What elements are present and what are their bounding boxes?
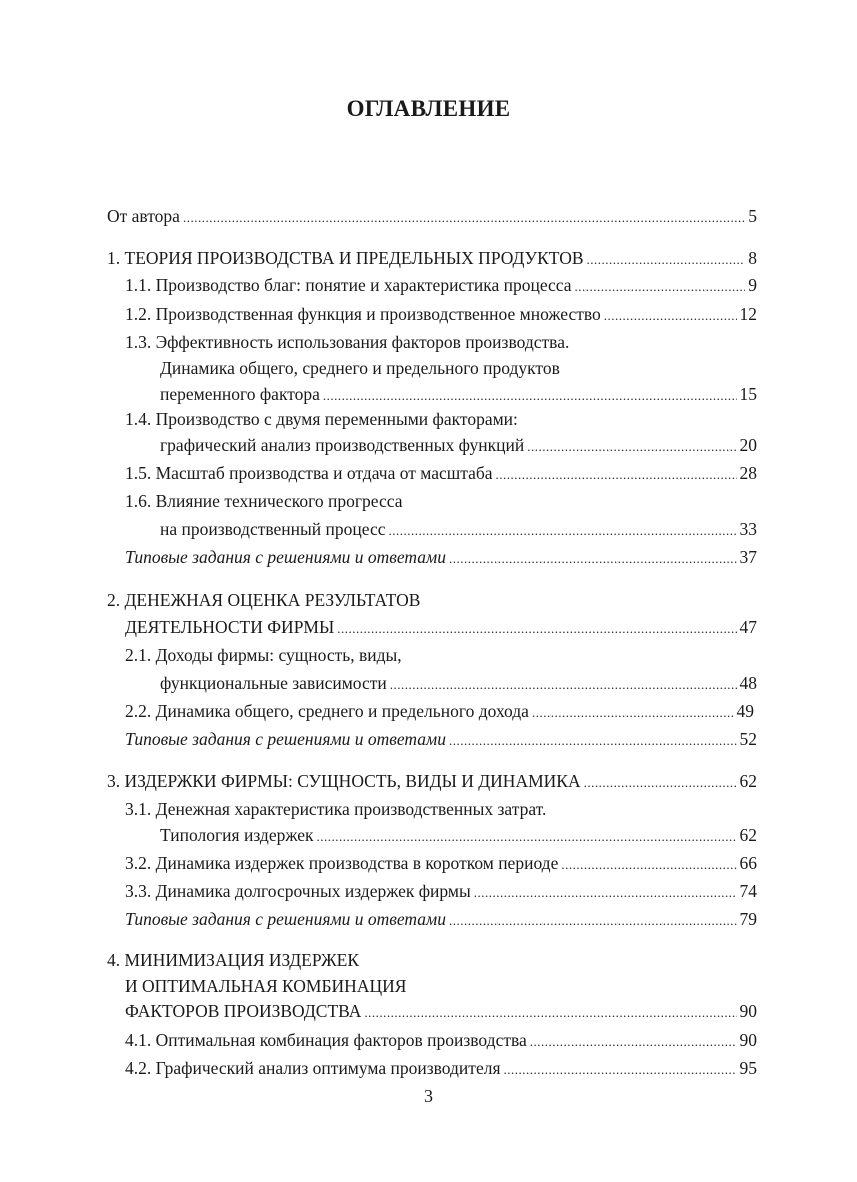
- toc-page-number: 8: [748, 248, 757, 268]
- toc-entry-text: 2.2. Динамика общего, среднего и предельного дохода: [125, 701, 529, 721]
- toc-chapter-3[interactable]: [0, 769, 857, 793]
- toc-entry-line: 1.3. Эффективность использования факторов производства.: [125, 332, 570, 352]
- toc-page-number: 48: [739, 673, 757, 693]
- toc-entry-text: 1. ТЕОРИЯ ПРОИЗВОДСТВА И ПРЕДЕЛЬНЫХ ПРОДУКТОВ: [107, 248, 584, 268]
- toc-page-number: 62: [739, 771, 757, 791]
- dot-leader: [323, 384, 737, 408]
- toc-entry-text: функциональные зависимости: [160, 673, 387, 693]
- toc-page-number: 74: [739, 881, 757, 901]
- toc-section-1-2[interactable]: [0, 302, 857, 326]
- toc-entry-text: 1.5. Масштаб производства и отдача от масштаба: [125, 463, 493, 483]
- toc-chapter-1[interactable]: [0, 246, 857, 270]
- toc-page-number: 28: [739, 463, 757, 483]
- toc-tasks-1[interactable]: [0, 545, 857, 569]
- toc-entry-text: Типология издержек: [160, 825, 314, 845]
- toc-entry-text: 4.1. Оптимальная комбинация факторов производства: [125, 1030, 527, 1050]
- page-number: 3: [424, 1086, 433, 1106]
- toc-entry-text: 3. ИЗДЕРЖКИ ФИРМЫ: СУЩНОСТЬ, ВИДЫ И ДИНАМИКА: [107, 771, 581, 791]
- toc-section-4-2[interactable]: [0, 1056, 857, 1080]
- page-title: ОГЛАВЛЕНИЕ: [346, 96, 511, 121]
- toc-entry-text: От автора: [107, 206, 180, 226]
- toc-section-2-2[interactable]: [0, 699, 857, 723]
- toc-page-number: 90: [739, 1030, 757, 1050]
- toc-page-number: 66: [739, 853, 757, 873]
- dot-leader: [449, 909, 737, 933]
- toc-entry-line: 3.1. Денежная характеристика производственных затрат.: [125, 799, 547, 819]
- toc-section-3-3[interactable]: [0, 879, 857, 903]
- dot-leader: [474, 881, 737, 905]
- toc-entry-text: 1.2. Производственная функция и производственное множество: [125, 304, 601, 324]
- dot-leader: [587, 248, 746, 272]
- toc-entry-text: ФАКТОРОВ ПРОИЗВОДСТВА: [125, 1001, 362, 1021]
- toc-section-3-1[interactable]: [0, 797, 857, 851]
- toc-page-number: 49: [736, 701, 754, 721]
- dot-leader: [364, 1001, 736, 1025]
- toc-section-1-6[interactable]: [0, 489, 857, 543]
- dot-leader: [449, 547, 737, 571]
- toc-tasks-3[interactable]: [0, 907, 857, 931]
- dot-leader: [390, 673, 737, 697]
- toc-entry-line: 1.6. Влияние технического прогресса: [125, 491, 403, 511]
- toc-section-1-4[interactable]: [0, 407, 857, 461]
- toc-entry-line: 2. ДЕНЕЖНАЯ ОЦЕНКА РЕЗУЛЬТАТОВ: [107, 590, 421, 610]
- toc-page-number: 9: [748, 275, 757, 295]
- toc-page-number: 20: [739, 435, 757, 455]
- toc-entry-line: 4. МИНИМИЗАЦИЯ ИЗДЕРЖЕК: [107, 950, 360, 970]
- dot-leader: [532, 701, 734, 725]
- toc-tasks-2[interactable]: [0, 727, 857, 751]
- toc-entry-line: 2.1. Доходы фирмы: сущность, виды,: [125, 645, 402, 665]
- toc-entry-text: 4.2. Графический анализ оптимума производителя: [125, 1058, 501, 1078]
- toc-entry-text: Типовые задания с решениями и ответами: [125, 729, 446, 749]
- toc-page-number: 90: [739, 1001, 757, 1021]
- toc-section-1-5[interactable]: [0, 461, 857, 485]
- toc-page-number: 52: [739, 729, 757, 749]
- toc-entry-text: переменного фактора: [160, 384, 320, 404]
- toc-page-number: 15: [739, 384, 757, 404]
- dot-leader: [575, 275, 746, 299]
- toc-section-1-1[interactable]: [0, 273, 857, 297]
- dot-leader: [561, 853, 736, 877]
- toc-entry-text: графический анализ производственных функций: [160, 435, 525, 455]
- toc-page-number: 62: [739, 825, 757, 845]
- toc-entry-text: Типовые задания с решениями и ответами: [125, 909, 446, 929]
- dot-leader: [604, 304, 737, 328]
- toc-page-number: 79: [739, 909, 757, 929]
- toc-entry-text: на производственный процесс: [160, 519, 386, 539]
- toc-page-number: 12: [739, 304, 757, 324]
- dot-leader: [584, 771, 737, 795]
- toc-entry-text: 3.3. Динамика долгосрочных издержек фирмы: [125, 881, 471, 901]
- toc-entry-line: И ОПТИМАЛЬНАЯ КОМБИНАЦИЯ: [125, 976, 407, 996]
- toc-entry-text: ДЕЯТЕЛЬНОСТИ ФИРМЫ: [125, 617, 335, 637]
- toc-entry-line: Динамика общего, среднего и предельного продуктов: [160, 358, 560, 378]
- toc-chapter-2[interactable]: [0, 588, 857, 642]
- toc-entry-text: 3.2. Динамика издержек производства в коротком периоде: [125, 853, 559, 873]
- toc-section-3-2[interactable]: [0, 851, 857, 875]
- dot-leader: [496, 463, 737, 487]
- toc-section-4-1[interactable]: [0, 1028, 857, 1052]
- dot-leader: [388, 519, 736, 543]
- dot-leader: [504, 1058, 737, 1082]
- dot-leader: [316, 825, 736, 849]
- toc-chapter-4[interactable]: [0, 948, 857, 1028]
- toc-section-1-3[interactable]: [0, 330, 857, 410]
- toc-page-number: 95: [739, 1058, 757, 1078]
- toc-entry-text: Типовые задания с решениями и ответами: [125, 547, 446, 567]
- toc-entry-preface[interactable]: [0, 204, 857, 228]
- toc-section-2-1[interactable]: [0, 643, 857, 697]
- toc-page-number: 47: [739, 617, 757, 637]
- dot-leader: [449, 729, 737, 753]
- dot-leader: [530, 1030, 737, 1054]
- toc-page-number: 37: [739, 547, 757, 567]
- dot-leader: [183, 206, 745, 230]
- toc-page-number: 33: [739, 519, 757, 539]
- dot-leader: [527, 435, 736, 459]
- toc-entry-text: 1.1. Производство благ: понятие и характеристика процесса: [125, 275, 572, 295]
- toc-page-number: 5: [748, 206, 757, 226]
- toc-entry-line: 1.4. Производство с двумя переменными факторами:: [125, 409, 518, 429]
- dot-leader: [337, 617, 736, 641]
